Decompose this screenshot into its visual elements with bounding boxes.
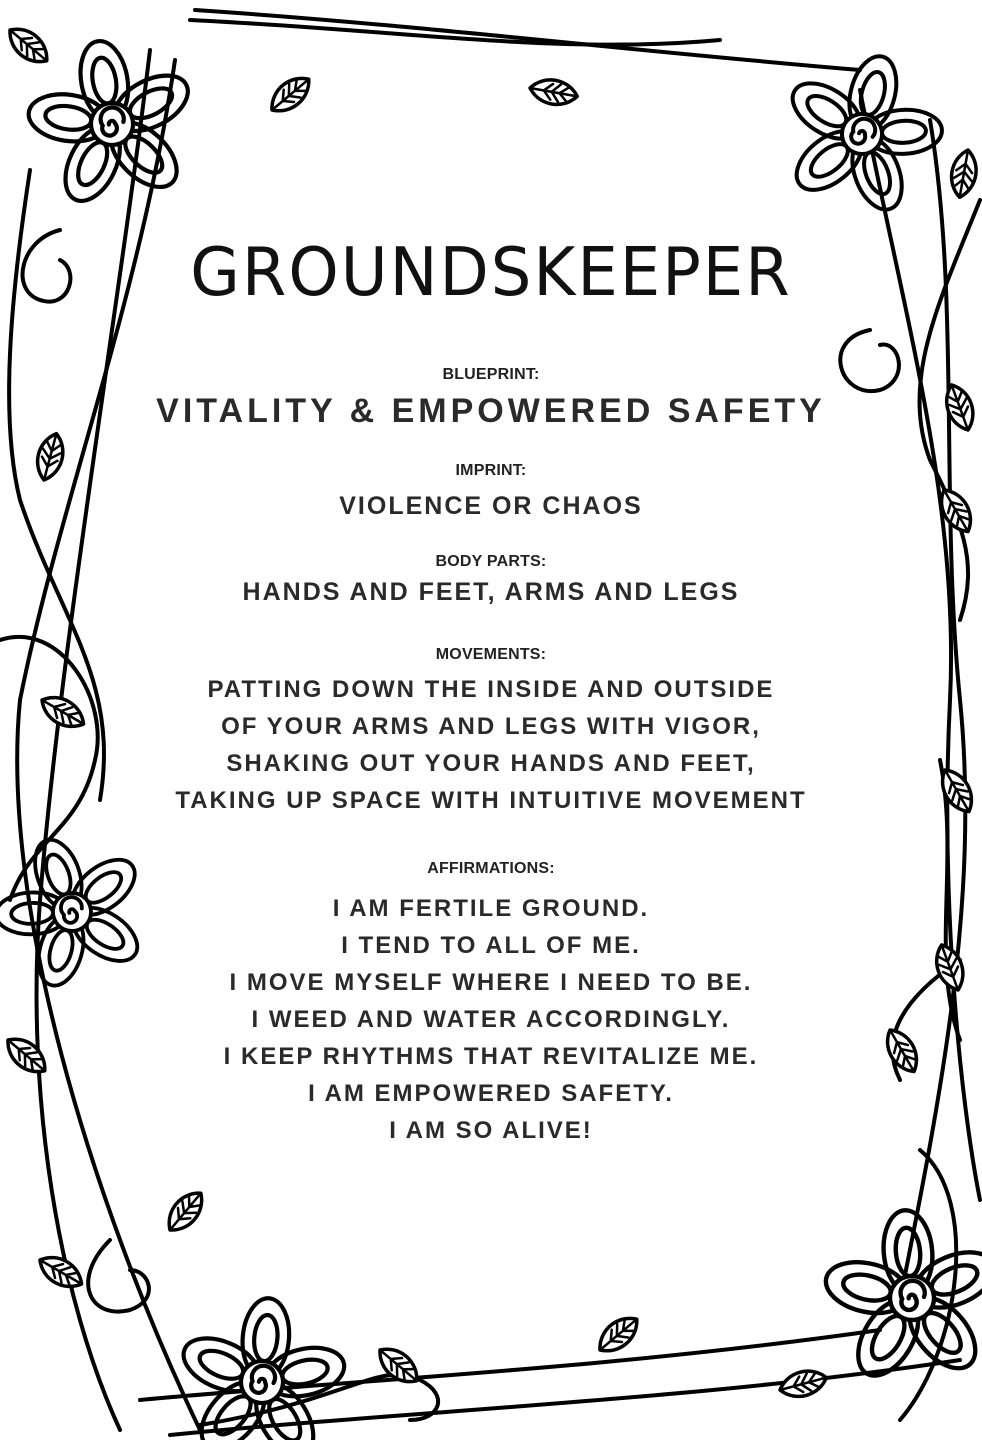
- movement-line: PATTING DOWN THE INSIDE AND OUTSIDE: [207, 676, 775, 703]
- blueprint-label: BLUEPRINT:: [442, 366, 540, 383]
- movements-label: MOVEMENTS:: [435, 646, 547, 663]
- affirmations-list: [0, 890, 982, 1149]
- affirmation-line: I AM EMPOWERED SAFETY.: [308, 1080, 674, 1107]
- body-parts-value: HANDS AND FEET, ARMS AND LEGS: [242, 578, 740, 606]
- affirmation-line: I TEND TO ALL OF ME.: [341, 932, 641, 959]
- blueprint-value: VITALITY & EMPOWERED SAFETY: [156, 392, 826, 430]
- affirmation-line: I AM FERTILE GROUND.: [332, 895, 650, 922]
- affirmations-label: AFFIRMATIONS:: [427, 860, 555, 877]
- page-title: GROUNDSKEEPER: [190, 234, 792, 312]
- body-parts-label: BODY PARTS:: [435, 553, 547, 570]
- affirmation-line: I KEEP RHYTHMS THAT REVITALIZE ME.: [223, 1043, 759, 1070]
- affirmation-line: I AM SO ALIVE!: [389, 1117, 593, 1144]
- movement-line: TAKING UP SPACE WITH INTUITIVE MOVEMENT: [175, 787, 807, 814]
- movement-line: OF YOUR ARMS AND LEGS WITH VIGOR,: [221, 713, 761, 740]
- affirmation-line: I WEED AND WATER ACCORDINGLY.: [251, 1006, 731, 1033]
- imprint-label: IMPRINT:: [455, 462, 527, 479]
- affirmation-line: I MOVE MYSELF WHERE I NEED TO BE.: [229, 969, 753, 996]
- imprint-value: VIOLENCE OR CHAOS: [339, 492, 643, 520]
- movements-list: [0, 671, 982, 819]
- movement-line: SHAKING OUT YOUR HANDS AND FEET,: [226, 750, 756, 777]
